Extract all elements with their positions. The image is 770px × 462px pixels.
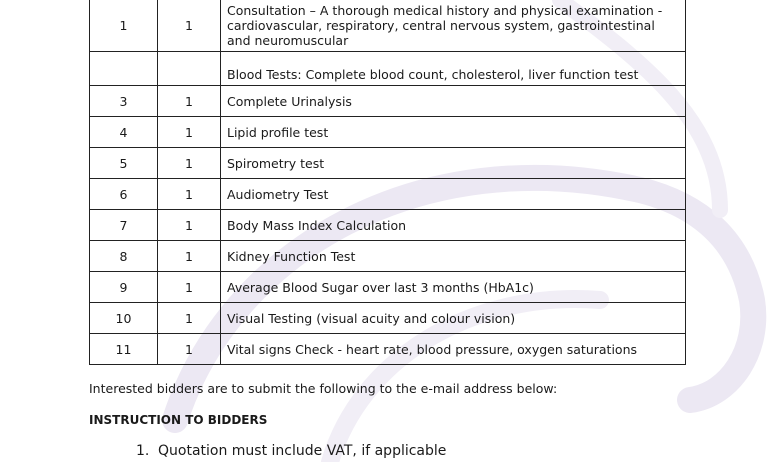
- table-row: [90, 241, 686, 272]
- row-quantity: 1: [158, 179, 221, 210]
- table-row: [90, 86, 686, 117]
- row-description: Complete Urinalysis: [221, 86, 686, 117]
- row-quantity: [158, 52, 221, 86]
- row-description: Visual Testing (visual acuity and colour vision): [221, 303, 686, 334]
- table-row: [90, 272, 686, 303]
- row-number: 10: [90, 303, 158, 334]
- row-quantity: 1: [158, 334, 221, 365]
- row-description: Average Blood Sugar over last 3 months (HbA1c): [221, 272, 686, 303]
- row-quantity: 1: [158, 272, 221, 303]
- row-number: 11: [90, 334, 158, 365]
- row-description: Lipid profile test: [221, 117, 686, 148]
- table-row: [90, 117, 686, 148]
- row-quantity: 1: [158, 86, 221, 117]
- row-number: 6: [90, 179, 158, 210]
- row-number: 8: [90, 241, 158, 272]
- row-number: 1: [90, 0, 158, 52]
- table-row: [90, 334, 686, 365]
- row-quantity: 1: [158, 117, 221, 148]
- instruction-item: [136, 443, 446, 459]
- row-quantity: 1: [158, 303, 221, 334]
- row-number: [90, 52, 158, 86]
- row-quantity: 1: [158, 241, 221, 272]
- table-row: [90, 52, 686, 86]
- services-table: [89, 0, 686, 365]
- row-number: 4: [90, 117, 158, 148]
- row-number: 5: [90, 148, 158, 179]
- row-number: 7: [90, 210, 158, 241]
- row-description: Spirometry test: [221, 148, 686, 179]
- instruction-text: Quotation must include VAT, if applicable: [158, 443, 447, 459]
- table-row: [90, 148, 686, 179]
- bidders-intro-text: Interested bidders are to submit the following to the e-mail address below:: [89, 381, 558, 396]
- row-description: Consultation – A thorough medical history and physical examination - cardiovascular, respiratory, central nervous system, gastrointestinal and neuromuscular: [221, 0, 686, 52]
- row-description: Body Mass Index Calculation: [221, 210, 686, 241]
- table-row: [90, 0, 686, 52]
- row-description: Blood Tests: Complete blood count, cholesterol, liver function test: [221, 52, 686, 86]
- table-row: [90, 179, 686, 210]
- row-number: 3: [90, 86, 158, 117]
- row-description: Audiometry Test: [221, 179, 686, 210]
- row-quantity: 1: [158, 210, 221, 241]
- table-row: [90, 210, 686, 241]
- row-quantity: 1: [158, 148, 221, 179]
- row-description: Kidney Function Test: [221, 241, 686, 272]
- table-row: [90, 303, 686, 334]
- row-description: Vital signs Check - heart rate, blood pressure, oxygen saturations: [221, 334, 686, 365]
- list-marker: 1.: [136, 443, 150, 459]
- row-number: 9: [90, 272, 158, 303]
- row-quantity: 1: [158, 0, 221, 52]
- instructions-heading: INSTRUCTION TO BIDDERS: [89, 413, 268, 427]
